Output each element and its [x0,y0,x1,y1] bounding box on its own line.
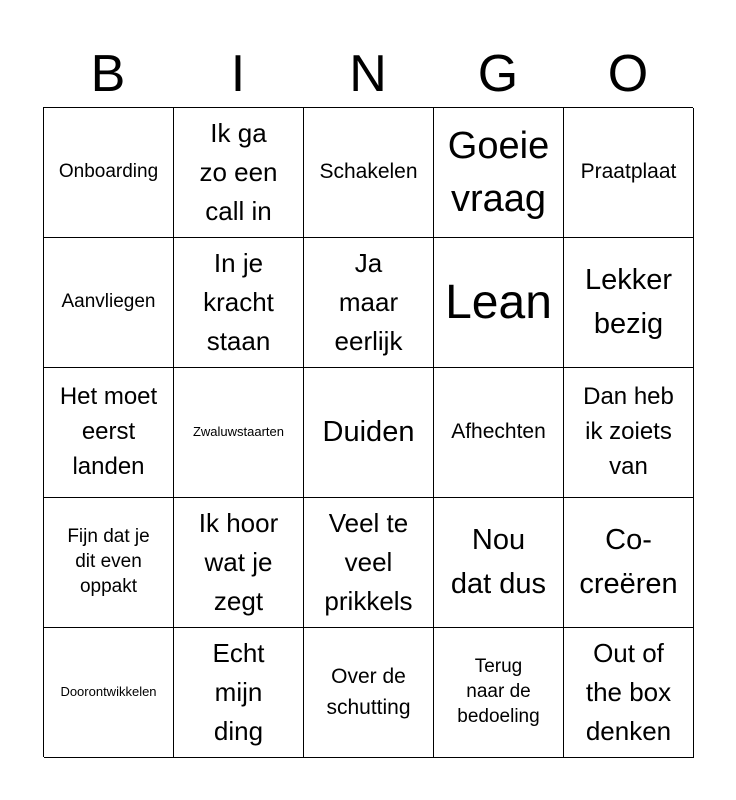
bingo-card-grid [43,107,693,757]
bingo-cell[interactable]: Echt mijn ding [174,628,304,758]
title-letter-n: N [349,45,387,103]
bingo-cell[interactable]: Praatplaat [564,108,694,238]
title-letter-g: G [477,45,519,103]
bingo-cell[interactable]: Nou dat dus [434,498,564,628]
bingo-cell[interactable]: Zwaluwstaarten [174,368,304,498]
bingo-cell[interactable]: Het moet eerst landen [44,368,174,498]
bingo-cell[interactable]: Fijn dat je dit even oppakt [44,498,174,628]
bingo-cell[interactable]: Onboarding [44,108,174,238]
bingo-cell[interactable]: Co- creëren [564,498,694,628]
bingo-cell[interactable]: Afhechten [434,368,564,498]
title-letter-o: O [607,45,649,103]
bingo-cell[interactable]: Goeie vraag [434,108,564,238]
bingo-cell[interactable]: Ja maar eerlijk [304,238,434,368]
bingo-cell[interactable]: Lekker bezig [564,238,694,368]
bingo-cell[interactable]: Out of the box denken [564,628,694,758]
bingo-cell[interactable]: Terug naar de bedoeling [434,628,564,758]
title-letter-i: I [230,45,246,103]
bingo-cell[interactable]: Ik ga zo een call in [174,108,304,238]
bingo-cell[interactable]: Schakelen [304,108,434,238]
bingo-cell[interactable]: Over de schutting [304,628,434,758]
title-letter-b: B [90,45,126,103]
bingo-cell[interactable]: Veel te veel prikkels [304,498,434,628]
bingo-cell[interactable]: Dan heb ik zoiets van [564,368,694,498]
bingo-title [43,40,693,108]
bingo-cell[interactable]: Aanvliegen [44,238,174,368]
bingo-cell[interactable]: Doorontwikkelen [44,628,174,758]
bingo-cell[interactable]: Lean [434,238,564,368]
bingo-cell[interactable]: Ik hoor wat je zegt [174,498,304,628]
bingo-cell[interactable]: Duiden [304,368,434,498]
bingo-cell[interactable]: In je kracht staan [174,238,304,368]
